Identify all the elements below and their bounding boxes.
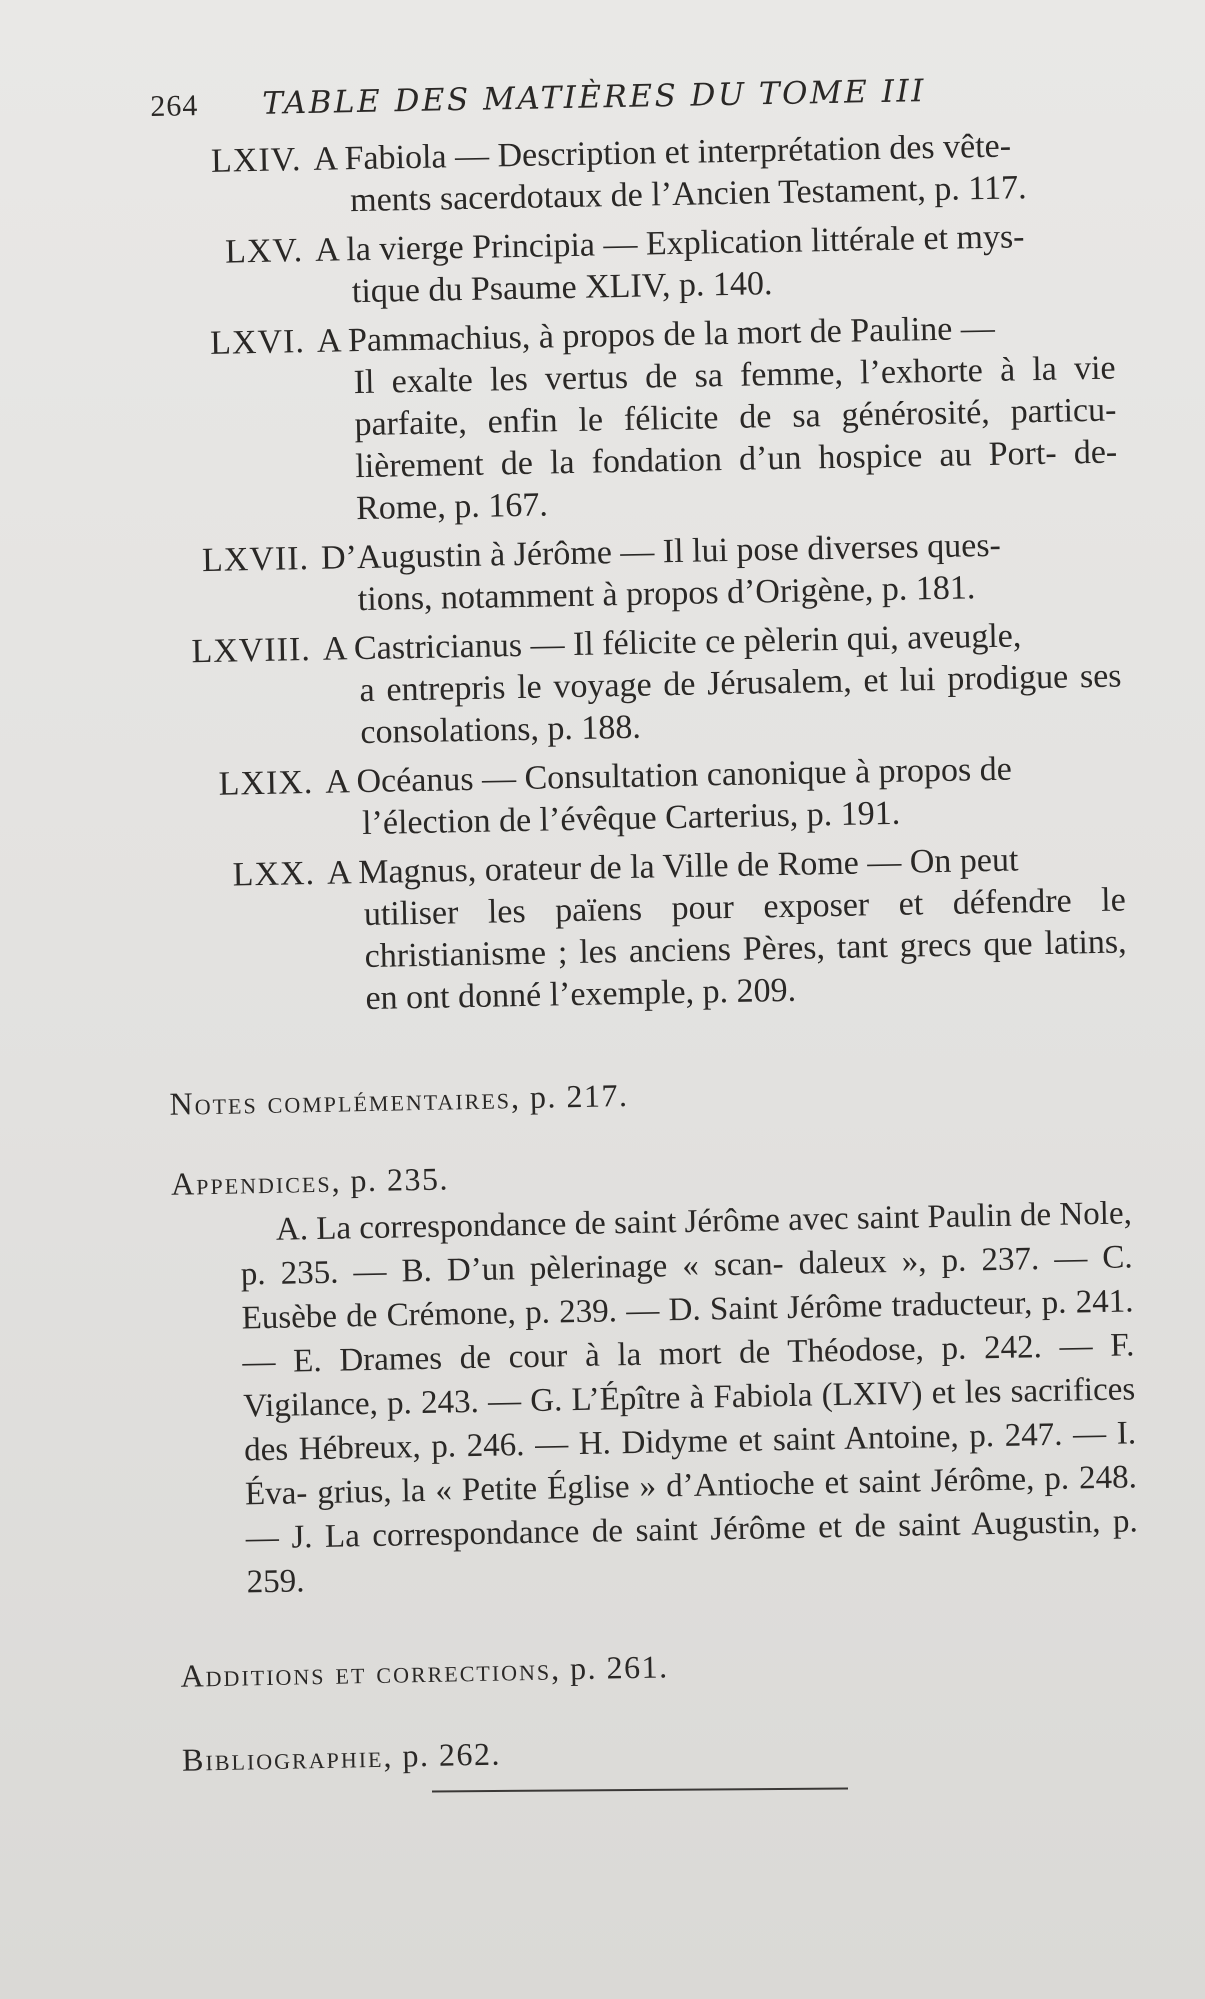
entry-numeral: LXV.: [224, 232, 304, 271]
running-title: TABLE DES MATIÈRES DU TOME III: [261, 73, 927, 122]
additions-section: [180, 1635, 1141, 1697]
page-number: 264: [150, 89, 199, 123]
entry-text: [313, 124, 1112, 223]
appendices-text: A. La correspondance de saint Jérôme avec saint Paulin de Nole, p. 235. — B. D’un pèlerinage « scan- daleux », p. 237. — C. Eusèbe de Crémone, p. 239. — D. Saint Jérôme traducteur, p. 241. — E. Drames de cour à la mort de Théodose, p. 242. — F. Vigilance, p. 243. — G. L’Épître à Fabiola (LXIV) et les sacrifices des Hébreux, p. 246. — H. Didyme et saint Antoine, p. 247. — I. Éva- grius, la « Petite Église » d’Antioche et saint Jérôme, p. 248. — J. La correspondance de saint Jérôme et de saint Augustin, p. 259.: [240, 1195, 1139, 1601]
bibliography-section: [182, 1719, 1143, 1781]
appendices-page: , p. 235.: [331, 1160, 450, 1199]
entry-text: [327, 837, 1128, 1020]
entry-numeral: LXVIII.: [191, 631, 312, 671]
entry-text: [325, 746, 1124, 845]
entry-continuation: a entrepris le voyage de Jérusalem, et lui prodigue ses consolations, p. 188.: [359, 657, 1122, 752]
entry-continuation: ments sacerdotaux de l’Ancien Testament, p. 117.: [349, 169, 1027, 220]
entry-continuation: tions, notamment à propos d’Origène, p. 181.: [357, 569, 976, 619]
notes-page: , p. 217.: [510, 1077, 629, 1116]
running-head: [150, 70, 1111, 124]
toc-entry: [151, 124, 1112, 226]
entry-text: [321, 522, 1120, 621]
entry-continuation: tique du Psaume XLIV, p. 140.: [351, 265, 773, 311]
toc-entry: [165, 837, 1128, 1023]
letter-entries: [151, 124, 1128, 1024]
entry-numeral: LXIX.: [218, 763, 314, 803]
notes-label: Notes complémentaires: [169, 1079, 512, 1122]
entry-numeral: LXVI.: [209, 323, 306, 362]
entry-numeral: LXX.: [232, 854, 316, 894]
entry-continuation: Il exalte les vertus de sa femme, l’exhorte à la vie parfaite, enfin le félicite de sa générosité, particu- lièrement de la fondation d’un hospice au Port- de-Rome, p. 167.: [353, 349, 1118, 528]
toc-entry: [163, 746, 1124, 848]
entry-first-line: A Océanus — Consultation canonique à propos de: [325, 750, 1013, 801]
toc-entry: [159, 522, 1120, 624]
entry-text: [315, 215, 1114, 314]
notes-section: [169, 1063, 1130, 1125]
paragraph-indent: [240, 1240, 276, 1241]
entry-text: [317, 306, 1119, 531]
entry-first-line: A Castricianus — Il félicite ce pèlerin qui, aveugle,: [322, 617, 1022, 668]
bibliography-page: , p. 262.: [383, 1735, 502, 1774]
entry-numeral: LXVII.: [201, 540, 310, 580]
entry-first-line: A la vierge Principia — Explication littérale et mys-: [314, 218, 1025, 269]
entry-first-line: A Pammachius, à propos de la mort de Pauline —: [316, 309, 996, 360]
entry-continuation: utiliser les païens pour exposer et défendre le christianisme ; les anciens Pères, tant grecs que latins, en ont donné l’exemple, p. 209.: [363, 881, 1127, 1018]
page-content: [150, 70, 1142, 1782]
additions-page: , p. 261.: [550, 1648, 669, 1687]
additions-label: Additions et corrections: [180, 1650, 552, 1694]
entry-first-line: D’Augustin à Jérôme — Il lui pose diverses ques-: [320, 526, 1002, 577]
entry-text: [322, 613, 1122, 754]
entry-continuation: l’élection de l’évêque Carterius, p. 191.: [361, 794, 901, 843]
entry-numeral: LXIV.: [210, 141, 302, 180]
appendices-body: [172, 1191, 1139, 1605]
entry-first-line: A Magnus, orateur de la Ville de Rome — On peut: [326, 841, 1019, 892]
appendices-label: Appendices: [170, 1162, 332, 1202]
toc-entry: [153, 215, 1114, 317]
closing-rule: [432, 1788, 848, 1793]
toc-entry: [160, 613, 1122, 757]
entry-first-line: A Fabiola — Description et interprétation des vête-: [313, 127, 1012, 178]
toc-entry: [155, 306, 1119, 534]
bibliography-label: Bibliographie: [181, 1737, 384, 1778]
